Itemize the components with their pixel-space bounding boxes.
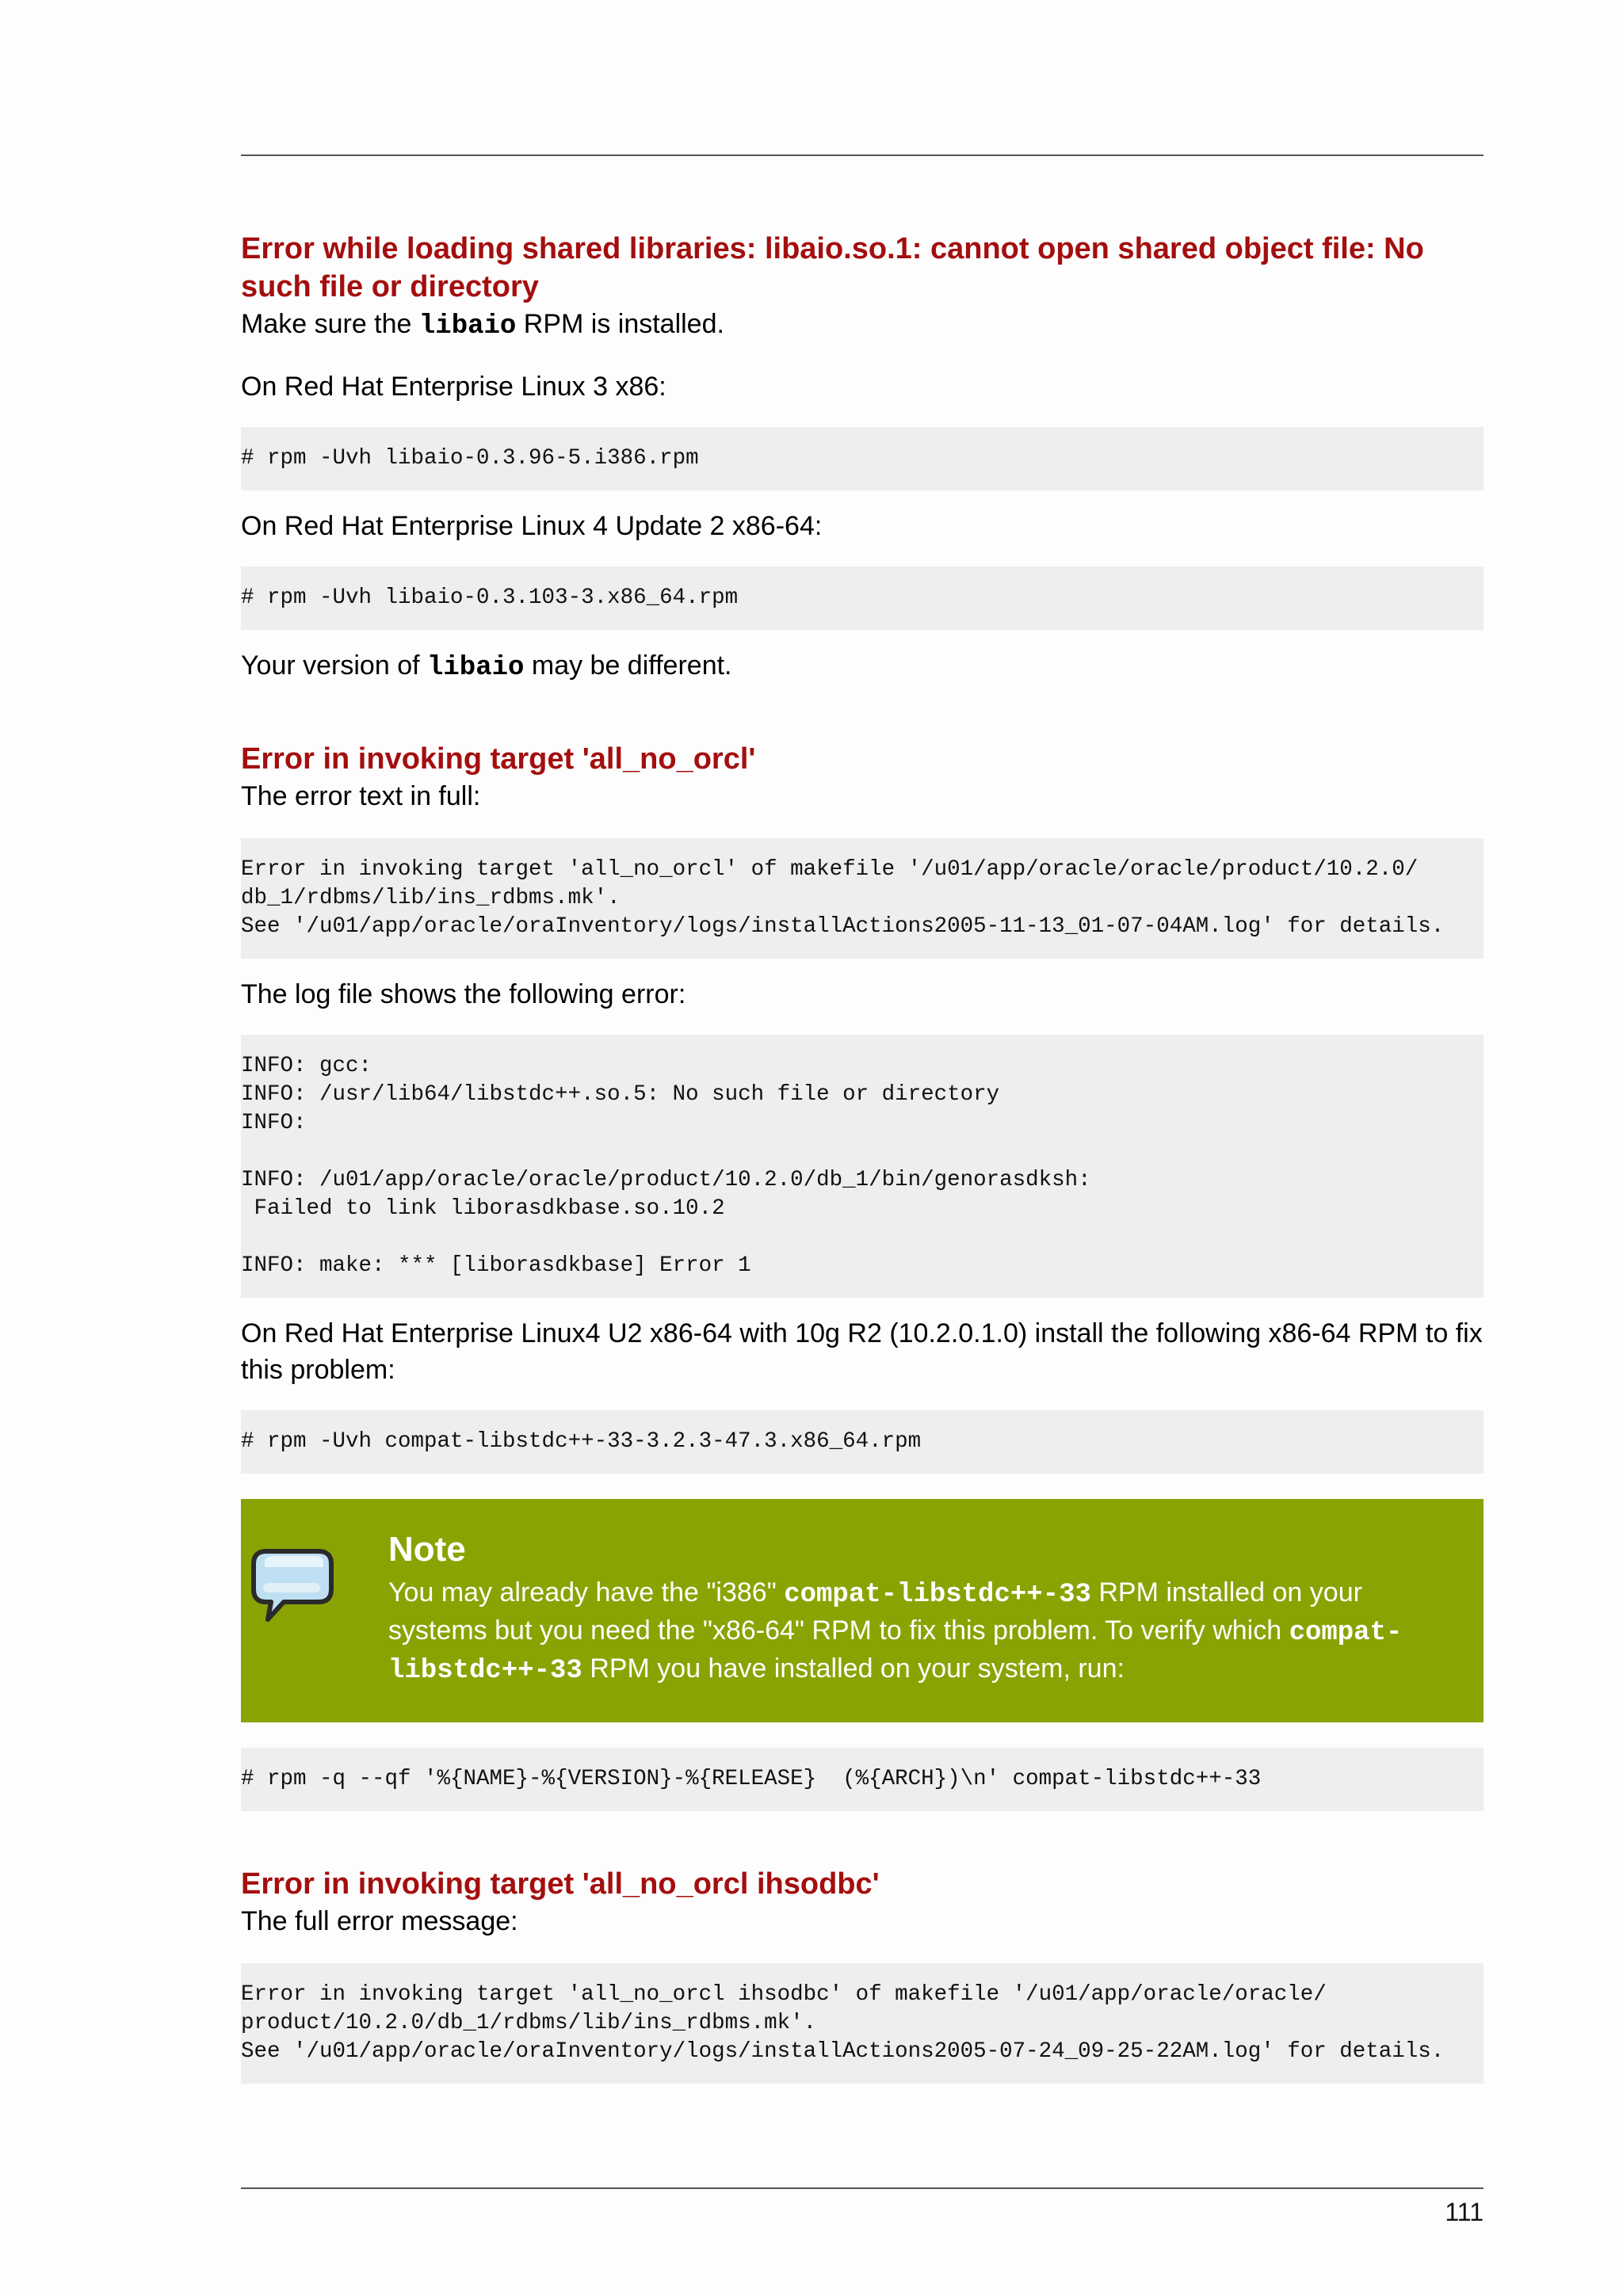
text: Your version of	[241, 650, 427, 681]
inline-code: libaio	[427, 653, 525, 683]
code-block: # rpm -q --qf '%{NAME}-%{VERSION}-%{RELEASE} (%{ARCH})\n' compat-libstdc++-33	[241, 1748, 1484, 1811]
section-heading-libaio: Error while loading shared libraries: libaio.so.1: cannot open shared object file: No such file or directory	[241, 232, 1424, 303]
inline-code: libaio	[418, 311, 517, 341]
section-heading-ihsodbc: Error in invoking target 'all_no_orcl ihsodbc'	[241, 1867, 880, 1901]
code-block: # rpm -Uvh libaio-0.3.96-5.i386.rpm	[241, 427, 1484, 490]
text: RPM installed on your systems but you need the "x86-64" RPM to fix this problem. To verify which	[388, 1577, 1362, 1646]
inline-code: compat-libstdc++-33	[388, 1618, 1403, 1686]
paragraph: On Red Hat Enterprise Linux 4 Update 2 x86-64:	[241, 511, 823, 541]
text: RPM you have installed on your system, run:	[582, 1653, 1125, 1684]
page-number: 111	[1445, 2198, 1484, 2226]
paragraph: On Red Hat Enterprise Linux4 U2 x86-64 with 10g R2 (10.2.0.1.0) install the following x86-64 RPM to fix this problem:	[241, 1318, 1483, 1385]
page	[241, 0, 1484, 2296]
paragraph: The log file shows the following error:	[241, 979, 686, 1009]
inline-code: compat-libstdc++-33	[784, 1580, 1091, 1610]
text: You may already have the "i386"	[388, 1577, 785, 1608]
text: may be different.	[524, 650, 732, 681]
content	[241, 230, 1484, 2084]
paragraph	[241, 306, 1484, 345]
paragraph: The full error message:	[241, 1906, 518, 1936]
code-block: # rpm -Uvh libaio-0.3.103-3.x86_64.rpm	[241, 566, 1484, 630]
speech-bubble-icon	[247, 1540, 338, 1630]
note-admonition	[241, 1499, 1484, 1722]
paragraph	[241, 647, 1484, 686]
note-text	[388, 1575, 1452, 1689]
header-rule	[241, 154, 1484, 156]
paragraph: On Red Hat Enterprise Linux 3 x86:	[241, 372, 666, 402]
text: Make sure the	[241, 309, 419, 339]
code-block: # rpm -Uvh compat-libstdc++-33-3.2.3-47.3.x86_64.rpm	[241, 1410, 1484, 1474]
text: RPM is installed.	[516, 309, 724, 339]
footer-rule	[241, 2187, 1484, 2189]
code-block: INFO: gcc: INFO: /usr/lib64/libstdc++.so.5: No such file or directory INFO: INFO: /u01/app/oracle/oracle/product/10.2.0/db_1/bin/genorasdksh: Failed to link liborasdkbase.so.10.2 INFO: make: *** [liborasdkbase] Error 1	[241, 1035, 1484, 1298]
section-heading-all-no-orcl: Error in invoking target 'all_no_orcl'	[241, 742, 756, 776]
paragraph: The error text in full:	[241, 781, 481, 811]
code-block: Error in invoking target 'all_no_orcl ihsodbc' of makefile '/u01/app/oracle/oracle/ product/10.2.0/db_1/rdbms/lib/ins_rdbms.mk'. See '/u01/app/oracle/oraInventory/logs/installActions2005-07-24_09-25-22AM.log' for details.	[241, 1963, 1484, 2084]
note-title: Note	[388, 1530, 466, 1569]
code-block: Error in invoking target 'all_no_orcl' of makefile '/u01/app/oracle/oracle/product/10.2.0/ db_1/rdbms/lib/ins_rdbms.mk'. See '/u01/app/oracle/oraInventory/logs/installActions2005-11-13_01-07-04AM.log' for details.	[241, 838, 1484, 959]
